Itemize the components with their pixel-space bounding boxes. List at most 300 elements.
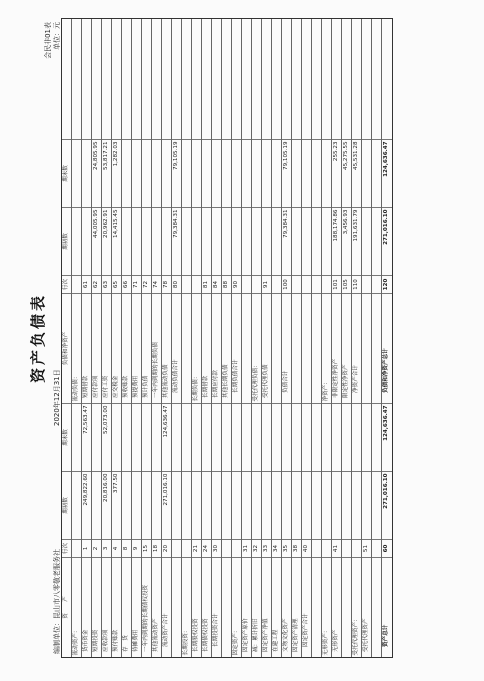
table-row: [262, 19, 272, 657]
cell-a: [372, 557, 381, 657]
col-header-liab: 负债和净资产: [62, 293, 71, 403]
cell-lr: 66: [122, 275, 131, 293]
cell-le: 79,384.31: [282, 207, 291, 275]
cell-ae: [202, 471, 211, 539]
cell-ab: [142, 403, 151, 471]
cell-ar: 40: [302, 539, 311, 557]
cell-ae: [312, 471, 321, 539]
cell-ab: [312, 403, 321, 471]
cell-l: 长期借款: [202, 293, 211, 403]
cell-ae: [302, 471, 311, 539]
cell-lb: 24,805.95: [92, 139, 101, 207]
cell-ab: [262, 403, 271, 471]
cell-l: 长期负债合计: [232, 293, 241, 403]
cell-a: 其他流动资产: [152, 557, 161, 657]
cell-l: 净资产：: [322, 293, 331, 403]
cell-a: 一年内到期的长期债权投资: [142, 557, 151, 657]
cell-a: 长期股权投资: [192, 557, 201, 657]
cell-ar: 41: [332, 539, 341, 557]
cell-lr: [272, 275, 281, 293]
cell-lb: [82, 139, 91, 207]
cell-l: 其他流动负债: [162, 293, 171, 403]
cell-lr: 91: [262, 275, 271, 293]
cell-blank: [222, 19, 231, 139]
cell-ab: [342, 403, 351, 471]
cell-lr: 80: [172, 275, 181, 293]
cell-le: [222, 207, 231, 275]
cell-lr: [242, 275, 251, 293]
cell-ar: 2: [92, 539, 101, 557]
cell-ae: [232, 471, 241, 539]
cell-blank: [312, 19, 321, 139]
table-row: [182, 19, 192, 657]
cell-blank: [352, 19, 361, 139]
col-header-end: 期末数: [62, 403, 71, 471]
cell-ar: 38: [292, 539, 301, 557]
cell-lr: 74: [152, 275, 161, 293]
cell-blank: [362, 19, 371, 139]
cell-ar: 33: [262, 539, 271, 557]
table-row: [132, 19, 142, 657]
cell-le: [252, 207, 261, 275]
cell-blank: [342, 19, 351, 139]
cell-a: [312, 557, 321, 657]
cell-ae: [342, 471, 351, 539]
cell-lr: [322, 275, 331, 293]
cell-l: [362, 293, 371, 403]
cell-l: 流动负债：: [72, 293, 81, 403]
cell-blank: [112, 19, 121, 139]
cell-a: 固定资产清理: [292, 557, 301, 657]
cell-ab: [292, 403, 301, 471]
cell-ar: 34: [272, 539, 281, 557]
cell-ab: [172, 403, 181, 471]
cell-lr: 90: [232, 275, 241, 293]
cell-lb: [292, 139, 301, 207]
cell-ar: 32: [252, 539, 261, 557]
cell-blank: [292, 19, 301, 139]
cell-ar: 35: [282, 539, 291, 557]
cell-ar: [182, 539, 191, 557]
cell-l: 长期负债：: [192, 293, 201, 403]
cell-le: [322, 207, 331, 275]
cell-ae: 20,816.00: [102, 471, 111, 539]
cell-ae: [122, 471, 131, 539]
rotated-sheet: [22, 18, 442, 658]
cell-lr: [252, 275, 261, 293]
cell-l: 应交税金: [112, 293, 121, 403]
cell-ae: [322, 471, 331, 539]
cell-lr: 101: [332, 275, 341, 293]
cell-l: [312, 293, 321, 403]
cell-l: [302, 293, 311, 403]
cell-lb: 45,275.55: [342, 139, 351, 207]
cell-a: 受托代理资产：: [352, 557, 361, 657]
cell-lb: [362, 139, 371, 207]
cell-lb: [162, 139, 171, 207]
cell-lr: 120: [382, 275, 392, 293]
currency-unit: 单位：元: [53, 22, 61, 50]
cell-ar: 18: [152, 539, 161, 557]
cell-blank: [72, 19, 81, 139]
cell-blank: [82, 19, 91, 139]
cell-l: 长期应付款: [212, 293, 221, 403]
cell-blank: [122, 19, 131, 139]
cell-lb: 124,636.47: [382, 139, 392, 207]
cell-lr: 100: [282, 275, 291, 293]
table-row: [382, 19, 392, 657]
cell-l: [182, 293, 191, 403]
cell-l: 预计负债: [142, 293, 151, 403]
cell-ae: [372, 471, 381, 539]
cell-ae: [132, 471, 141, 539]
cell-ar: 3: [102, 539, 111, 557]
table-row: [212, 19, 222, 657]
cell-blank: [332, 19, 341, 139]
cell-lb: 79,105.19: [172, 139, 181, 207]
table-row: [202, 19, 212, 657]
cell-lb: 53,817.21: [102, 139, 111, 207]
cell-a: 资产总计: [382, 557, 392, 657]
cell-ab: [362, 403, 371, 471]
cell-lr: 88: [222, 275, 231, 293]
cell-ae: [212, 471, 221, 539]
table-row: [302, 19, 312, 657]
form-code: 会民非01表: [44, 22, 52, 59]
cell-lr: 71: [132, 275, 141, 293]
cell-le: [362, 207, 371, 275]
cell-le: [122, 207, 131, 275]
cell-ab: [322, 403, 331, 471]
cell-le: [162, 207, 171, 275]
cell-le: [142, 207, 151, 275]
cell-le: 3,456.93: [342, 207, 351, 275]
cell-a: 待摊费用: [132, 557, 141, 657]
table-header: [62, 19, 72, 657]
cell-ab: 124,636.47: [162, 403, 171, 471]
cell-lb: 79,105.19: [282, 139, 291, 207]
cell-a: 货币资金: [82, 557, 91, 657]
report-date: 2020年12月31日: [53, 369, 61, 426]
cell-le: [202, 207, 211, 275]
cell-ae: [282, 471, 291, 539]
cell-lr: [302, 275, 311, 293]
table-row: [222, 19, 232, 657]
cell-ar: [312, 539, 321, 557]
cell-le: 188,174.86: [332, 207, 341, 275]
cell-blank: [242, 19, 251, 139]
cell-ae: [152, 471, 161, 539]
cell-ae: [242, 471, 251, 539]
cell-a: 减：累计折旧: [252, 557, 261, 657]
cell-ae: [172, 471, 181, 539]
table-row: [192, 19, 202, 657]
cell-l: 应付款项: [92, 293, 101, 403]
cell-le: [82, 207, 91, 275]
cell-ae: [332, 471, 341, 539]
table-row: [322, 19, 332, 657]
cell-ab: [182, 403, 191, 471]
cell-lr: 81: [202, 275, 211, 293]
cell-l: 流动负债合计: [172, 293, 181, 403]
cell-ar: [232, 539, 241, 557]
cell-ae: [92, 471, 101, 539]
cell-ar: 20: [162, 539, 171, 557]
table-row: [152, 19, 162, 657]
cell-blank: [382, 19, 392, 139]
cell-blank: [202, 19, 211, 139]
cell-lb: [72, 139, 81, 207]
cell-a: 受托代理资产: [362, 557, 371, 657]
cell-ab: 72,563.47: [82, 403, 91, 471]
col-header-begin: 期初数: [62, 471, 71, 539]
cell-lb: [232, 139, 241, 207]
cell-blank: [232, 19, 241, 139]
table-row: [352, 19, 362, 657]
cell-l: 短期借款: [82, 293, 91, 403]
cell-a: 预付账款: [112, 557, 121, 657]
cell-ae: [352, 471, 361, 539]
table-row: [372, 19, 382, 657]
cell-l: 受托代理负债：: [252, 293, 261, 403]
table-row: [342, 19, 352, 657]
cell-a: 长期投资合计: [212, 557, 221, 657]
cell-ae: [192, 471, 201, 539]
col-header-row: 行次: [62, 539, 71, 557]
cell-ab: [112, 403, 121, 471]
cell-ae: [292, 471, 301, 539]
cell-lb: [152, 139, 161, 207]
cell-l: 应付工资: [102, 293, 111, 403]
table-row: [142, 19, 152, 657]
cell-l: 非限定性净资产: [332, 293, 341, 403]
cell-lb: [242, 139, 251, 207]
cell-ar: 60: [382, 539, 392, 557]
cell-lr: 72: [142, 275, 151, 293]
cell-lb: [122, 139, 131, 207]
table-row: [122, 19, 132, 657]
cell-ar: [352, 539, 361, 557]
table-row: [82, 19, 92, 657]
cell-blank: [152, 19, 161, 139]
cell-lb: [302, 139, 311, 207]
cell-blank: [182, 19, 191, 139]
cell-ar: 4: [112, 539, 121, 557]
cell-ar: [72, 539, 81, 557]
cell-lb: [202, 139, 211, 207]
cell-a: [172, 557, 181, 657]
cell-lb: 255.23: [332, 139, 341, 207]
cell-lb: [312, 139, 321, 207]
cell-blank: [172, 19, 181, 139]
cell-lr: 105: [342, 275, 351, 293]
cell-ab: [92, 403, 101, 471]
cell-blank: [282, 19, 291, 139]
cell-a: 流动资产：: [72, 557, 81, 657]
cell-a: 文物文化资产: [282, 557, 291, 657]
cell-lb: [192, 139, 201, 207]
cell-ab: [352, 403, 361, 471]
cell-ab: [272, 403, 281, 471]
cell-a: 固定资产合计: [302, 557, 311, 657]
cell-ar: 24: [202, 539, 211, 557]
cell-blank: [142, 19, 151, 139]
col-header-end2: 期末数: [62, 139, 71, 207]
cell-blank: [162, 19, 171, 139]
cell-le: [372, 207, 381, 275]
cell-ar: 8: [122, 539, 131, 557]
table-row: [292, 19, 302, 657]
cell-l: [242, 293, 251, 403]
table-row: [332, 19, 342, 657]
cell-lr: 61: [82, 275, 91, 293]
cell-lb: 1,282.03: [112, 139, 121, 207]
cell-blank: [252, 19, 261, 139]
cell-blank: [322, 19, 331, 139]
cell-ar: [372, 539, 381, 557]
cell-lb: [142, 139, 151, 207]
cell-blank: [372, 19, 381, 139]
cell-le: [192, 207, 201, 275]
col-header-begin2: 期初数: [62, 207, 71, 275]
cell-lr: [372, 275, 381, 293]
cell-le: [272, 207, 281, 275]
cell-a: 长期债权投资: [202, 557, 211, 657]
cell-blank: [102, 19, 111, 139]
cell-ar: [172, 539, 181, 557]
cell-le: 79,384.31: [172, 207, 181, 275]
cell-a: 短期投资: [92, 557, 101, 657]
cell-lr: 78: [162, 275, 171, 293]
cell-lb: 45,531.28: [352, 139, 361, 207]
cell-ae: [72, 471, 81, 539]
cell-lr: 84: [212, 275, 221, 293]
cell-ar: 15: [142, 539, 151, 557]
cell-ar: 51: [362, 539, 371, 557]
cell-lb: [272, 139, 281, 207]
table-row: [362, 19, 372, 657]
cell-ar: 31: [242, 539, 251, 557]
cell-lr: [362, 275, 371, 293]
cell-ae: [262, 471, 271, 539]
cell-lb: [212, 139, 221, 207]
cell-le: [292, 207, 301, 275]
cell-a: [222, 557, 231, 657]
cell-a: [342, 557, 351, 657]
cell-ab: 52,073.00: [102, 403, 111, 471]
cell-lb: [182, 139, 191, 207]
cell-lr: [182, 275, 191, 293]
cell-ar: [342, 539, 351, 557]
cell-le: [132, 207, 141, 275]
cell-l: 预收账款: [122, 293, 131, 403]
cell-ar: 9: [132, 539, 141, 557]
cell-le: [242, 207, 251, 275]
cell-ae: [362, 471, 371, 539]
cell-ar: [322, 539, 331, 557]
cell-a: 存 货: [122, 557, 131, 657]
cell-blank: [132, 19, 141, 139]
table-row: [232, 19, 242, 657]
table-row: [162, 19, 172, 657]
cell-ab: [202, 403, 211, 471]
cell-a: 无形资产: [332, 557, 341, 657]
cell-blank: [302, 19, 311, 139]
cell-ar: 30: [212, 539, 221, 557]
cell-ab: [122, 403, 131, 471]
cell-ab: [72, 403, 81, 471]
table-row: [242, 19, 252, 657]
cell-l: 负债和净资产总计: [382, 293, 392, 403]
cell-a: 固定资产：: [232, 557, 241, 657]
cell-lb: [262, 139, 271, 207]
table-row: [282, 19, 292, 657]
table-row: [272, 19, 282, 657]
cell-lr: [292, 275, 301, 293]
table-row: [252, 19, 262, 657]
document-title: 资产负债表: [29, 293, 47, 384]
cell-ar: 21: [192, 539, 201, 557]
cell-ab: 124,636.47: [382, 403, 392, 471]
cell-le: 20,962.91: [102, 207, 111, 275]
cell-ae: 249,822.60: [82, 471, 91, 539]
cell-ab: [222, 403, 231, 471]
cell-a: 无形资产：: [322, 557, 331, 657]
cell-a: 应收款项: [102, 557, 111, 657]
cell-l: [372, 293, 381, 403]
cell-le: [72, 207, 81, 275]
cell-l: 预提费用: [132, 293, 141, 403]
cell-ab: [152, 403, 161, 471]
cell-ae: 271,016.10: [382, 471, 392, 539]
cell-ab: [372, 403, 381, 471]
cell-le: [182, 207, 191, 275]
cell-lr: 62: [92, 275, 101, 293]
table-row: [172, 19, 182, 657]
cell-lr: 110: [352, 275, 361, 293]
cell-l: 限定性净资产: [342, 293, 351, 403]
cell-le: [232, 207, 241, 275]
cell-blank: [262, 19, 271, 139]
cell-lb: [132, 139, 141, 207]
cell-lr: 65: [112, 275, 121, 293]
cell-ae: [182, 471, 191, 539]
cell-a: 在建工程: [272, 557, 281, 657]
cell-le: 271,016.10: [382, 207, 392, 275]
preparing-unit: 编制单位：昆山市八零敬老服务社: [53, 549, 61, 654]
table-row: [312, 19, 322, 657]
cell-lb: [322, 139, 331, 207]
table-row: [72, 19, 82, 657]
cell-blank: [192, 19, 201, 139]
cell-l: 负债合计: [282, 293, 291, 403]
table-row: [112, 19, 122, 657]
cell-blank: [272, 19, 281, 139]
cell-le: [262, 207, 271, 275]
cell-ar: [222, 539, 231, 557]
cell-l: [292, 293, 301, 403]
cell-ar: 1: [82, 539, 91, 557]
cell-blank: [92, 19, 101, 139]
cell-le: 44,005.95: [92, 207, 101, 275]
cell-ab: [282, 403, 291, 471]
cell-ae: 271,016.10: [162, 471, 171, 539]
balance-sheet-table: [61, 18, 393, 658]
cell-le: [212, 207, 221, 275]
cell-ae: [222, 471, 231, 539]
cell-lb: [222, 139, 231, 207]
cell-l: 一年内到期的长期负债: [152, 293, 161, 403]
